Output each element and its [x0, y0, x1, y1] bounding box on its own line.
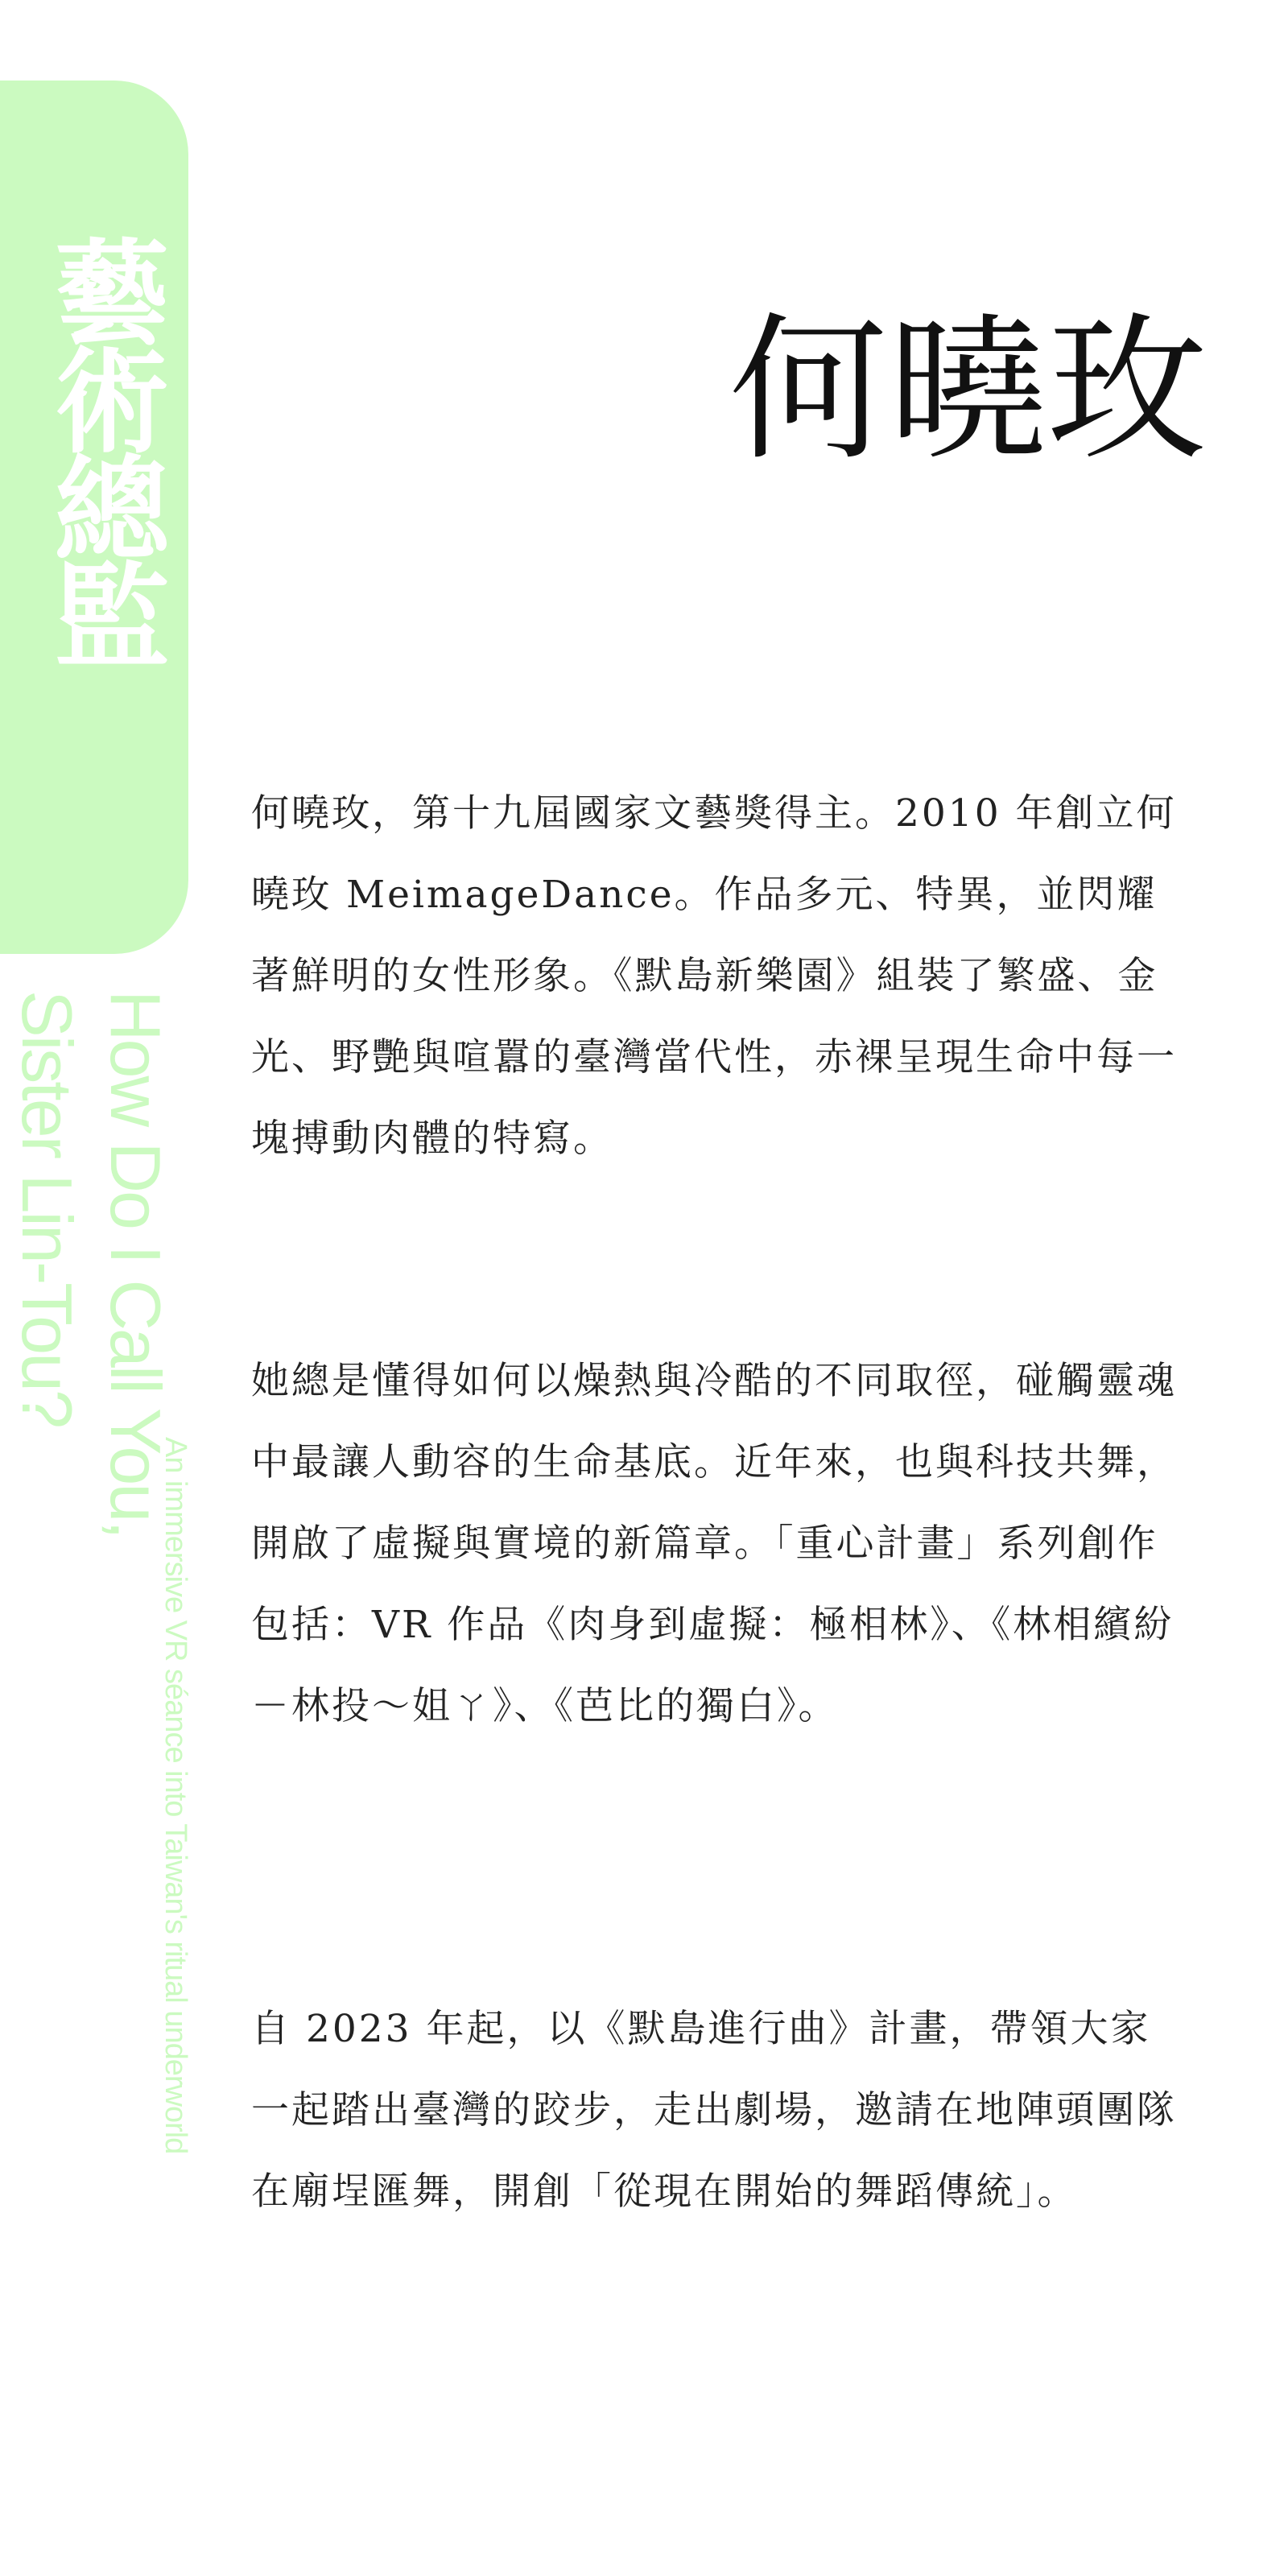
show-title-line2: Sister Lin-Tou?: [7, 990, 87, 1426]
bio-paragraph-1: 何曉玫，第十九屆國家文藝獎得主。2010 年創立何曉玫 MeimageDance。作品多元、特異，並閃耀著鮮明的女性形象。《默島新樂園》組裝了繁盛、金光、野艷與喧囂的臺灣當代性，赤裸呈現生命中每一塊搏動肉體的特寫。: [251, 791, 1177, 1161]
show-title-line1: How Do I Call You,: [96, 990, 175, 1538]
bio-paragraph-2: 她總是懂得如何以燥熱與冷酷的不同取徑，碰觸靈魂中最讓人動容的生命基底。近年來，也與科技共舞，開啟了虛擬與實境的新篇章。「重心計畫」系列創作包括：VR 作品《肉身到虛擬：極相林》、《林相繽紛－林投～姐ㄚ》、《芭比的獨白》。: [251, 1359, 1177, 1728]
person-name: 何曉玫: [729, 299, 1208, 482]
show-title-block: [0, 990, 193, 2190]
section-title: 藝術總監: [35, 233, 169, 665]
show-subtitle: An immersive VR séance into Taiwan's ritual underworld: [159, 1437, 192, 2154]
bio-paragraph-3: 自 2023 年起，以《默島進行曲》計畫，帶領大家一起踏出臺灣的跤步，走出劇場，邀請在地陣頭團隊在廟埕匯舞，開創「從現在開始的舞蹈傳統」。: [251, 2007, 1177, 2214]
